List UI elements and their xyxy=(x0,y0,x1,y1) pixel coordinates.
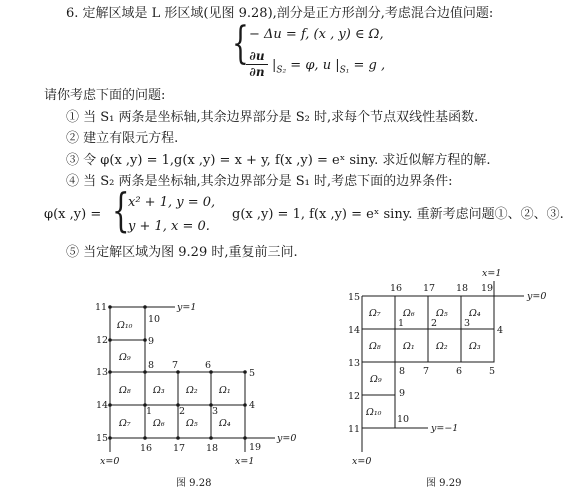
phi-case-1: x² + 1, y = 0, xyxy=(128,195,216,210)
fig28-omega-6: Ω₆ xyxy=(153,418,165,429)
fig28-node-2: 2 xyxy=(179,406,186,417)
fig28-node-1: 1 xyxy=(146,406,153,417)
fig28-node-3: 3 xyxy=(212,406,219,417)
fig28-node-9: 9 xyxy=(148,336,155,347)
fig29-node-10: 10 xyxy=(397,414,410,425)
phi-brace: { xyxy=(112,183,130,237)
fig28-node-7: 7 xyxy=(172,360,179,371)
fig28-caption: 图 9.28 xyxy=(176,478,212,489)
fig28-node-17: 17 xyxy=(173,443,186,454)
fig29-omega-2: Ω₂ xyxy=(436,341,448,352)
fig28-node-15: 15 xyxy=(96,433,109,444)
fig29-node-2: 2 xyxy=(431,318,438,329)
problem-intro: 6. 定解区域是 L 形区域(见图 9.28),剖分是正方形剖分,考虑混合边值问题: xyxy=(66,6,494,21)
question-3: ③ 令 φ(x ,y) = 1,g(x ,y) = x + y, f(x ,y) = eˣ siny. 求近似解方程的解. xyxy=(66,153,491,168)
fig28-node-5: 5 xyxy=(249,368,256,379)
fig28-node-6: 6 xyxy=(205,360,212,371)
eq-s2: S₂ xyxy=(276,65,287,76)
fig29-node-17: 17 xyxy=(423,283,436,294)
fig28-omega-5: Ω₅ xyxy=(186,418,198,429)
fig28-omega-8: Ω₈ xyxy=(119,385,131,396)
fig29-node-18: 18 xyxy=(456,283,469,294)
fig29-node-13: 13 xyxy=(348,358,361,369)
phi-case-2: y + 1, x = 0. xyxy=(128,219,210,234)
eq-bar: | xyxy=(272,58,277,73)
fig29-omega-5: Ω₅ xyxy=(436,308,448,319)
fig29-node-15: 15 xyxy=(348,292,361,303)
fig29-node-11: 11 xyxy=(348,424,361,435)
equation-brace: { xyxy=(232,18,249,69)
question-4: ④ 当 S₂ 两条是坐标轴,其余边界部分是 S₁ 时,考虑下面的边界条件: xyxy=(66,174,453,189)
fig28-omega-10: Ω₁₀ xyxy=(117,320,133,331)
question-2: ② 建立有限元方程. xyxy=(66,131,179,146)
fig28-node-18: 18 xyxy=(206,443,219,454)
fig29-omega-7: Ω₇ xyxy=(369,308,381,319)
fig29-omega-9: Ω₉ xyxy=(370,374,382,385)
fig29-omega-3: Ω₃ xyxy=(469,341,481,352)
fig29-node-7: 7 xyxy=(423,366,430,377)
normal-derivative-numerator: ∂u xyxy=(249,49,265,63)
fig28-label-y0: y=0 xyxy=(277,433,297,444)
phi-tail: g(x ,y) = 1, f(x ,y) = eˣ siny. 重新考虑问题①、②、③. xyxy=(232,207,564,222)
fig28-label-x1: x=1 xyxy=(235,456,255,467)
fig29-omega-4: Ω₄ xyxy=(469,308,481,319)
question-5: ⑤ 当定解区域为图 9.29 时,重复前三问. xyxy=(66,245,298,260)
question-1: ① 当 S₁ 两条是坐标轴,其余边界部分是 S₂ 时,求每个节点双线性基函数. xyxy=(66,110,479,125)
fig29-node-5: 5 xyxy=(489,366,496,377)
fig29-label-x0: x=0 xyxy=(352,456,372,467)
fig28-label-x0: x=0 xyxy=(100,456,120,467)
fig28-omega-1: Ω₁ xyxy=(219,385,231,396)
fig29-caption: 图 9.29 xyxy=(426,478,462,489)
fig28-node-8: 8 xyxy=(148,360,155,371)
fig28-omega-9: Ω₉ xyxy=(119,352,131,363)
fig28-node-4: 4 xyxy=(249,400,256,411)
fig28-node-19: 19 xyxy=(249,442,262,453)
fig29-label-y0: y=0 xyxy=(527,291,547,302)
fig29-node-8: 8 xyxy=(399,366,406,377)
eq-phi: = φ, u | xyxy=(286,58,340,73)
phi-lhs: φ(x ,y) = xyxy=(44,207,102,222)
fig28-omega-4: Ω₄ xyxy=(219,418,231,429)
fig28-omega-7: Ω₇ xyxy=(119,418,131,429)
equation-poisson: − Δu = f, (x , y) ∈ Ω, xyxy=(249,27,384,42)
fig29-node-14: 14 xyxy=(348,325,361,336)
fig28-label-y1: y=1 xyxy=(177,302,197,313)
fig28-node-14: 14 xyxy=(96,400,109,411)
consider-heading: 请你考虑下面的问题: xyxy=(44,88,166,103)
fig28-node-16: 16 xyxy=(140,443,153,454)
fig29-label-ym1: y=−1 xyxy=(431,423,459,434)
fig28-omega-3: Ω₃ xyxy=(153,385,165,396)
fig29-omega-1: Ω₁ xyxy=(403,341,415,352)
fig28-omega-2: Ω₂ xyxy=(186,385,198,396)
fig29-label-x1: x=1 xyxy=(482,268,502,279)
fig29-node-19: 19 xyxy=(481,283,494,294)
fig29-node-9: 9 xyxy=(399,388,406,399)
normal-derivative-denominator: ∂n xyxy=(249,65,265,79)
fig29-node-3: 3 xyxy=(464,318,471,329)
fig28-node-13: 13 xyxy=(96,367,109,378)
fig29-node-4: 4 xyxy=(497,325,504,336)
fig29-node-12: 12 xyxy=(348,391,361,402)
fig28-node-11: 11 xyxy=(95,302,108,313)
fig28-node-12: 12 xyxy=(96,335,109,346)
fig29-omega-6: Ω₆ xyxy=(403,308,415,319)
fig29-omega-8: Ω₈ xyxy=(369,341,381,352)
fig29-omega-10: Ω₁₀ xyxy=(366,407,382,418)
eq-s1: S₁ xyxy=(339,65,350,76)
fig28-node-10: 10 xyxy=(148,314,161,325)
fig29-node-16: 16 xyxy=(390,283,403,294)
fig29-node-1: 1 xyxy=(398,318,405,329)
fig29-node-6: 6 xyxy=(456,366,463,377)
eq-g: = g , xyxy=(349,58,386,73)
